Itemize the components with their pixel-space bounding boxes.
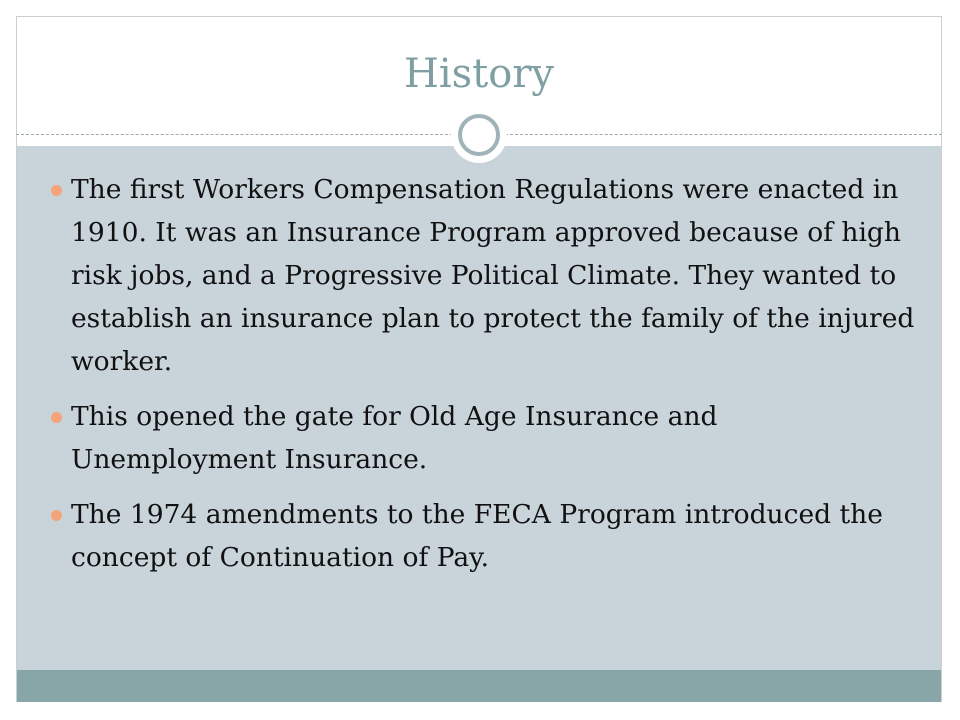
- bullet-text: This opened the gate for Old Age Insurance and Unemployment Insurance.: [71, 401, 718, 475]
- bullet-text: The 1974 amendments to the FECA Program introduced the concept of Continuation of Pay.: [71, 499, 883, 573]
- bullet-dot-icon: [51, 412, 62, 423]
- bullet-item: [40, 168, 930, 383]
- slide-title: History: [403, 51, 555, 97]
- bullet-list: [40, 168, 930, 591]
- bullet-item: [40, 395, 930, 481]
- bullet-dot-icon: [51, 185, 62, 196]
- bullet-item: [40, 493, 930, 579]
- bullet-text: The first Workers Compensation Regulations were enacted in 1910. It was an Insurance Program approved because of high risk jobs, and a Progressive Political Climate. They wanted to establish an insurance plan to protect the family of the injured worker.: [71, 174, 915, 377]
- footer-bar: [17, 670, 941, 702]
- circle-ring-icon: [458, 114, 500, 156]
- bullet-dot-icon: [51, 510, 62, 521]
